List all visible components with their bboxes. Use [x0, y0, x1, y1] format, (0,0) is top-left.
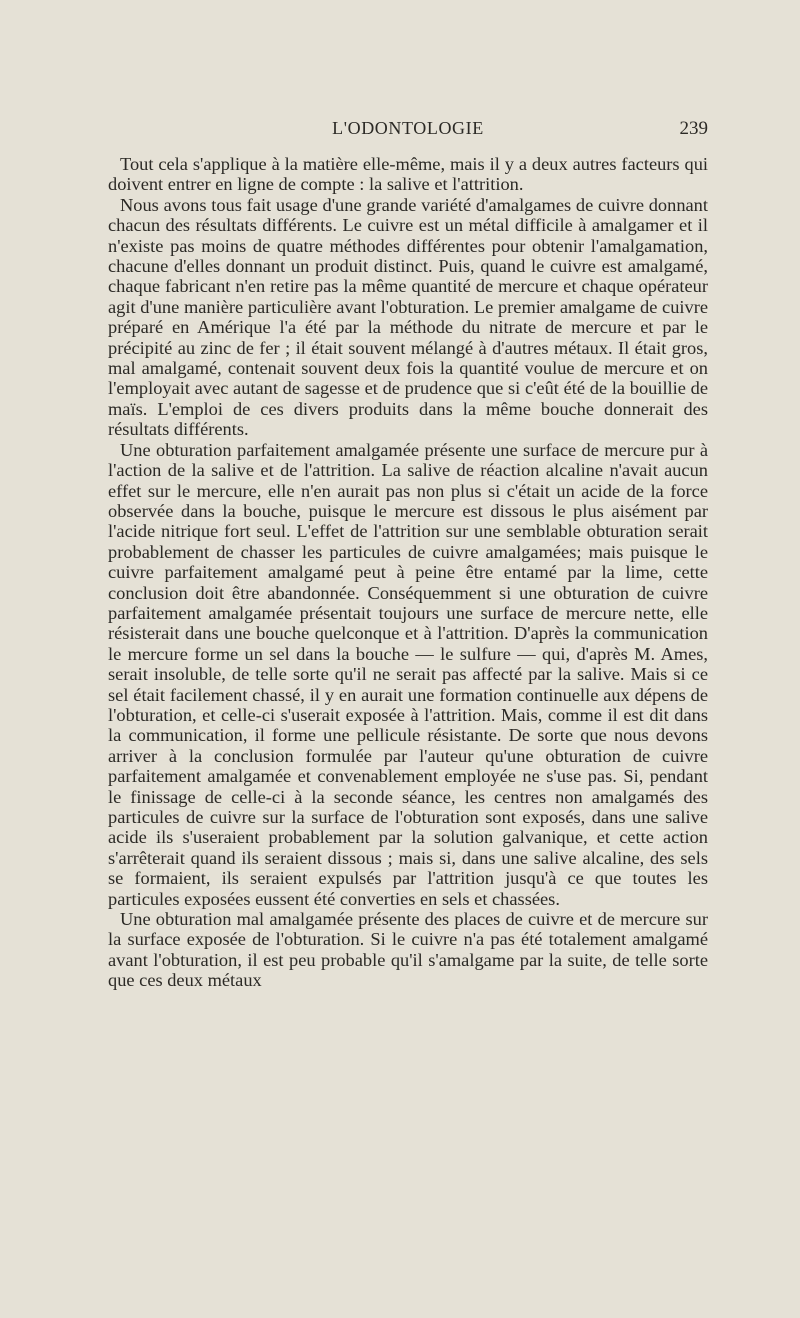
paragraph: Une obturation parfaitement amalgamée présente une surface de mercure pur à l'action de la salive et de l'attrition. La salive de réaction alcaline n'avait aucun effet sur le mercure, elle n'en aurait pas non plus si c'était un acide de la force observée dans la bouche, puisque le mercure est dissous le plus aisément par l'acide nitrique fort seul. L'effet de l'attrition sur une semblable obturation serait probablement de chasser les particules de cuivre amalgamées; mais puisque le cuivre parfaitement amalgamé peut à peine être entamé par la lime, cette conclusion doit être abandonnée. Conséquemment si une obturation de cuivre parfaitement amalgamée présentait toujours une surface de mercure nette, elle résisterait dans une bouche quelconque et à l'attrition. D'après la communication le mercure forme un sel dans la bouche — le sulfure — qui, d'après M. Ames, serait insoluble, de telle sorte qu'il ne serait pas affecté par la salive. Mais si ce sel était facilement chassé, il y en aurait une formation continuelle aux dépens de l'obturation, et celle-ci s'userait exposée à l'attrition. Mais, comme il est dit dans la communication, il forme une pellicule résistante. De sorte que nous devons arriver à la conclusion formulée par l'auteur qu'une obturation de cuivre parfaitement amalgamée et convenablement employée ne s'use pas. Si, pendant le finissage de celle-ci à la seconde séance, les centres non amalgamés des particules de cuivre sur la surface de l'obturation sont exposés, dans une salive acide ils s'useraient probablement par la solution galvanique, et cette action s'arrêterait quand ils seraient dissous ; mais si, dans une salive alcaline, des sels se formaient, ils seraient expulsés par l'attrition jusqu'à ce que toutes les particules exposées eussent été converties en sels et chassées. [108, 439, 708, 909]
paragraph: Une obturation mal amalgamée présente des places de cuivre et de mercure sur la surface exposée de l'obturation. Si le cuivre n'a pas été totalement amalgamé avant l'obturation, il est peu probable qu'il s'amalgame par la suite, de telle sorte que ces deux métaux [108, 909, 708, 991]
body-text [108, 154, 708, 991]
running-title: L'ODONTOLOGIE [332, 118, 484, 138]
paragraph: Nous avons tous fait usage d'une grande variété d'amalgames de cuivre donnant chacun des résultats différents. Le cuivre est un métal difficile à amalgamer et il n'existe pas moins de quatre méthodes différentes pour obtenir l'amalgamation, chacune d'elles donnant un produit distinct. Puis, quand le cuivre est amalgamé, chaque fabricant n'en retire pas la même quantité de mercure et chaque opérateur agit d'une manière particulière avant l'obturation. Le premier amalgame de cuivre préparé en Amérique l'a été par la méthode du nitrate de mercure et par le précipité au zinc de fer ; il était souvent mélangé à d'autres métaux. Il était gros, mal amalgamé, contenait souvent deux fois la quantité voulue de mercure et on l'employait avec autant de sagesse et de prudence que si c'eût été de la bouillie de maïs. L'emploi de ces divers produits dans la même bouche donnerait des résultats différents. [108, 194, 708, 440]
page-number: 239 [679, 118, 708, 139]
running-header [108, 118, 708, 148]
paragraph: Tout cela s'applique à la matière elle-même, mais il y a deux autres facteurs qui doivent entrer en ligne de compte : la salive et l'attrition. [108, 154, 708, 195]
